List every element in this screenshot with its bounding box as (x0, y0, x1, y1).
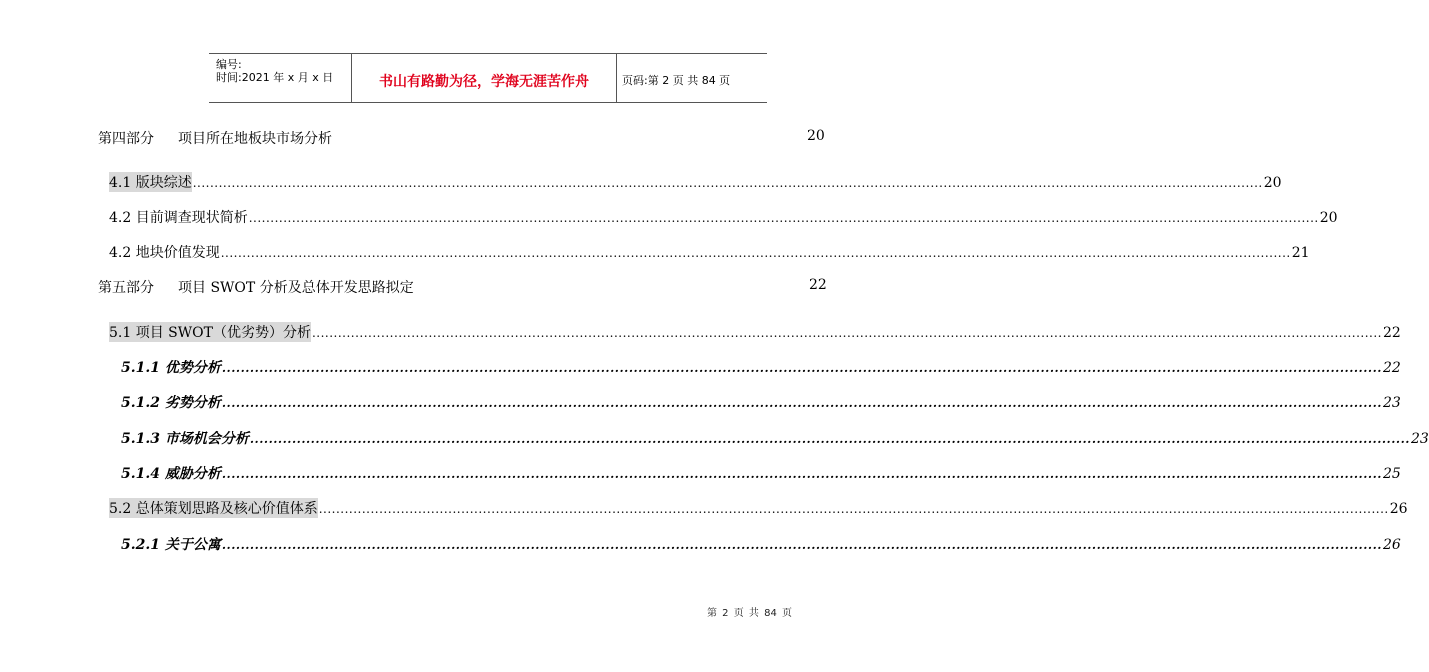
toc-entry-label: 5.2 总体策划思路及核心价值体系 (109, 498, 318, 518)
toc-entry-label: 4.1 版块综述 (109, 172, 192, 192)
toc-part4-page: 20 (807, 128, 825, 144)
toc-entry-page: 25 (1382, 466, 1401, 482)
toc-part5-title: 项目 SWOT 分析及总体开发思路拟定 (178, 280, 414, 296)
toc-part5-heading[interactable] (98, 277, 414, 297)
toc-entry[interactable] (121, 392, 1401, 412)
toc-dot-leader: ........................................................................................................................................................................................................................................................ (318, 502, 1389, 516)
toc-entry-label: 5.1.2 劣势分析 (121, 395, 221, 411)
toc-entry[interactable] (121, 534, 1401, 554)
toc-dot-leader: ........................................................................................................................................................................................................................................................ (311, 326, 1382, 340)
toc-part4-label: 第四部分 (98, 131, 154, 147)
toc-entry-label: 5.2.1 关于公寓 (121, 537, 221, 553)
toc-dot-leader: ........................................................................................................................................................................................................................................................ (192, 176, 1263, 190)
toc-part4-title: 项目所在地板块市场分析 (178, 131, 332, 147)
toc-entry[interactable] (121, 428, 1429, 448)
toc-entry[interactable] (121, 357, 1401, 377)
toc-entry[interactable] (109, 322, 1401, 342)
document-header (209, 53, 767, 103)
toc-entry-label: 5.1.1 优势分析 (121, 360, 221, 376)
toc-dot-leader: ........................................................................................................................................................................................................................................................ (221, 538, 1382, 552)
toc-dot-leader: ........................................................................................................................................................................................................................................................ (221, 361, 1382, 375)
toc-part5-page: 22 (809, 277, 827, 293)
toc-part4-heading[interactable] (98, 128, 332, 148)
toc-entry[interactable] (109, 242, 1310, 262)
toc-entry-page: 22 (1382, 325, 1401, 341)
toc-entry-page: 20 (1263, 175, 1282, 191)
toc-entry-page: 22 (1382, 360, 1401, 376)
toc-entry-page: 23 (1410, 431, 1429, 447)
toc-entry[interactable] (109, 172, 1282, 192)
toc-entry-label: 4.2 目前调查现状简析 (109, 210, 248, 226)
toc-entry-page: 21 (1291, 245, 1310, 261)
header-meta-cell (209, 54, 351, 102)
header-motto-cell (351, 54, 617, 102)
toc-part5-label: 第五部分 (98, 280, 154, 296)
toc-entry[interactable] (109, 207, 1338, 227)
toc-dot-leader: ........................................................................................................................................................................................................................................................ (220, 246, 1291, 260)
page-footer: 第 2 页 共 84 页 (707, 608, 792, 619)
header-motto: 书山有路勤为径，学海无涯苦作舟 (379, 74, 589, 90)
toc-entry-page: 26 (1382, 537, 1401, 553)
toc-entry-label: 5.1.4 威胁分析 (121, 466, 221, 482)
toc-entry-label: 5.1 项目 SWOT（优劣势）分析 (109, 322, 311, 342)
toc-entry-page: 23 (1382, 395, 1401, 411)
document-number-label: 编号: (216, 58, 242, 71)
header-page-cell (616, 54, 767, 102)
header-page-code: 页码:第 2 页 共 84 页 (622, 74, 731, 87)
document-time-label: 时间:2021 年 x 月 x 日 (216, 71, 334, 84)
toc-entry-page: 20 (1319, 210, 1338, 226)
toc-dot-leader: ........................................................................................................................................................................................................................................................ (249, 432, 1410, 446)
toc-dot-leader: ........................................................................................................................................................................................................................................................ (221, 396, 1382, 410)
toc-entry[interactable] (121, 463, 1401, 483)
toc-entry-page: 26 (1389, 501, 1408, 517)
toc-entry-label: 4.2 地块价值发现 (109, 245, 220, 261)
toc-entry-label: 5.1.3 市场机会分析 (121, 431, 249, 447)
toc-dot-leader: ........................................................................................................................................................................................................................................................ (221, 467, 1382, 481)
toc-entry[interactable] (109, 498, 1408, 518)
toc-dot-leader: ........................................................................................................................................................................................................................................................ (248, 211, 1319, 225)
